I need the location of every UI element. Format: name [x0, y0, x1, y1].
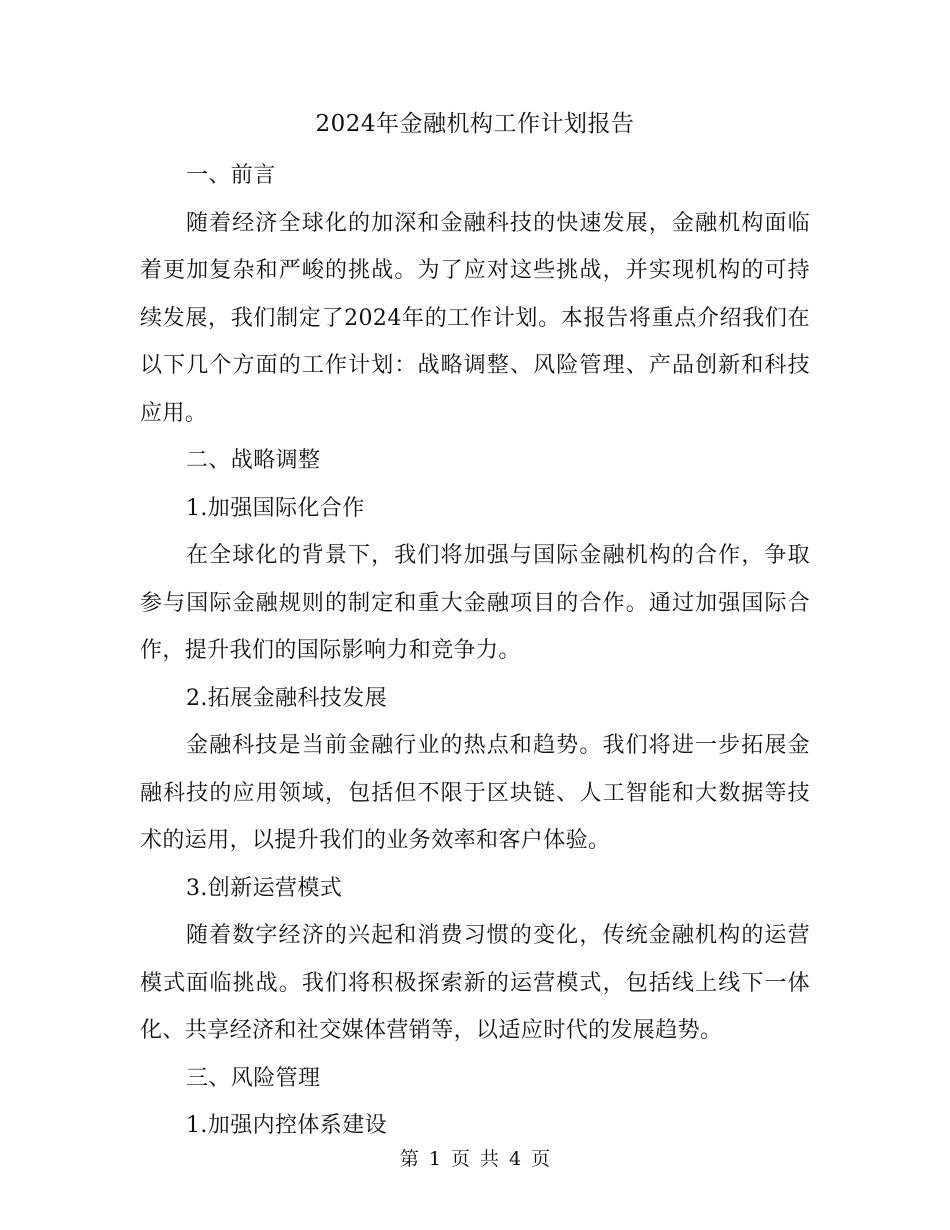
document-title: 2024年金融机构工作计划报告	[315, 111, 635, 137]
section-heading-preface: 一、前言	[186, 163, 276, 188]
paragraph-operation-model: 随着数字经济的兴起和消费习惯的变化，传统金融机构的运营模式面临挑战。我们将积极探索新的运营模式，包括线上线下一体化、共享经济和社交媒体营销等，以适应时代的发展趋势。	[140, 923, 810, 1043]
subheading-international-cooperation: 1.加强国际化合作	[186, 495, 365, 521]
subheading-fintech: 2.拓展金融科技发展	[186, 685, 387, 711]
paragraph-international-cooperation: 在全球化的背景下，我们将加强与国际金融机构的合作，争取参与国际金融规则的制定和重大金融项目的合作。通过加强国际合作，提升我们的国际影响力和竞争力。	[140, 543, 810, 663]
paragraph-preface: 随着经济全球化的加深和金融科技的快速发展，金融机构面临着更加复杂和严峻的挑战。为了应对这些挑战，并实现机构的可持续发展，我们制定了2024年的工作计划。本报告将重点介绍我们在以下几个方面的工作计划：战略调整、风险管理、产品创新和科技应用。	[140, 210, 810, 426]
section-heading-strategy: 二、战略调整	[186, 448, 321, 473]
subheading-internal-control: 1.加强内控体系建设	[186, 1113, 387, 1138]
page-footer: 第 1 页 共 4 页	[399, 1148, 551, 1170]
subheading-operation-model: 3.创新运营模式	[186, 875, 343, 901]
paragraph-fintech: 金融科技是当前金融行业的热点和趋势。我们将进一步拓展金融科技的应用领域，包括但不限于区块链、人工智能和大数据等技术的运用，以提升我们的业务效率和客户体验。	[140, 733, 810, 853]
section-heading-risk: 三、风险管理	[186, 1065, 321, 1091]
document-body	[140, 152, 810, 1150]
